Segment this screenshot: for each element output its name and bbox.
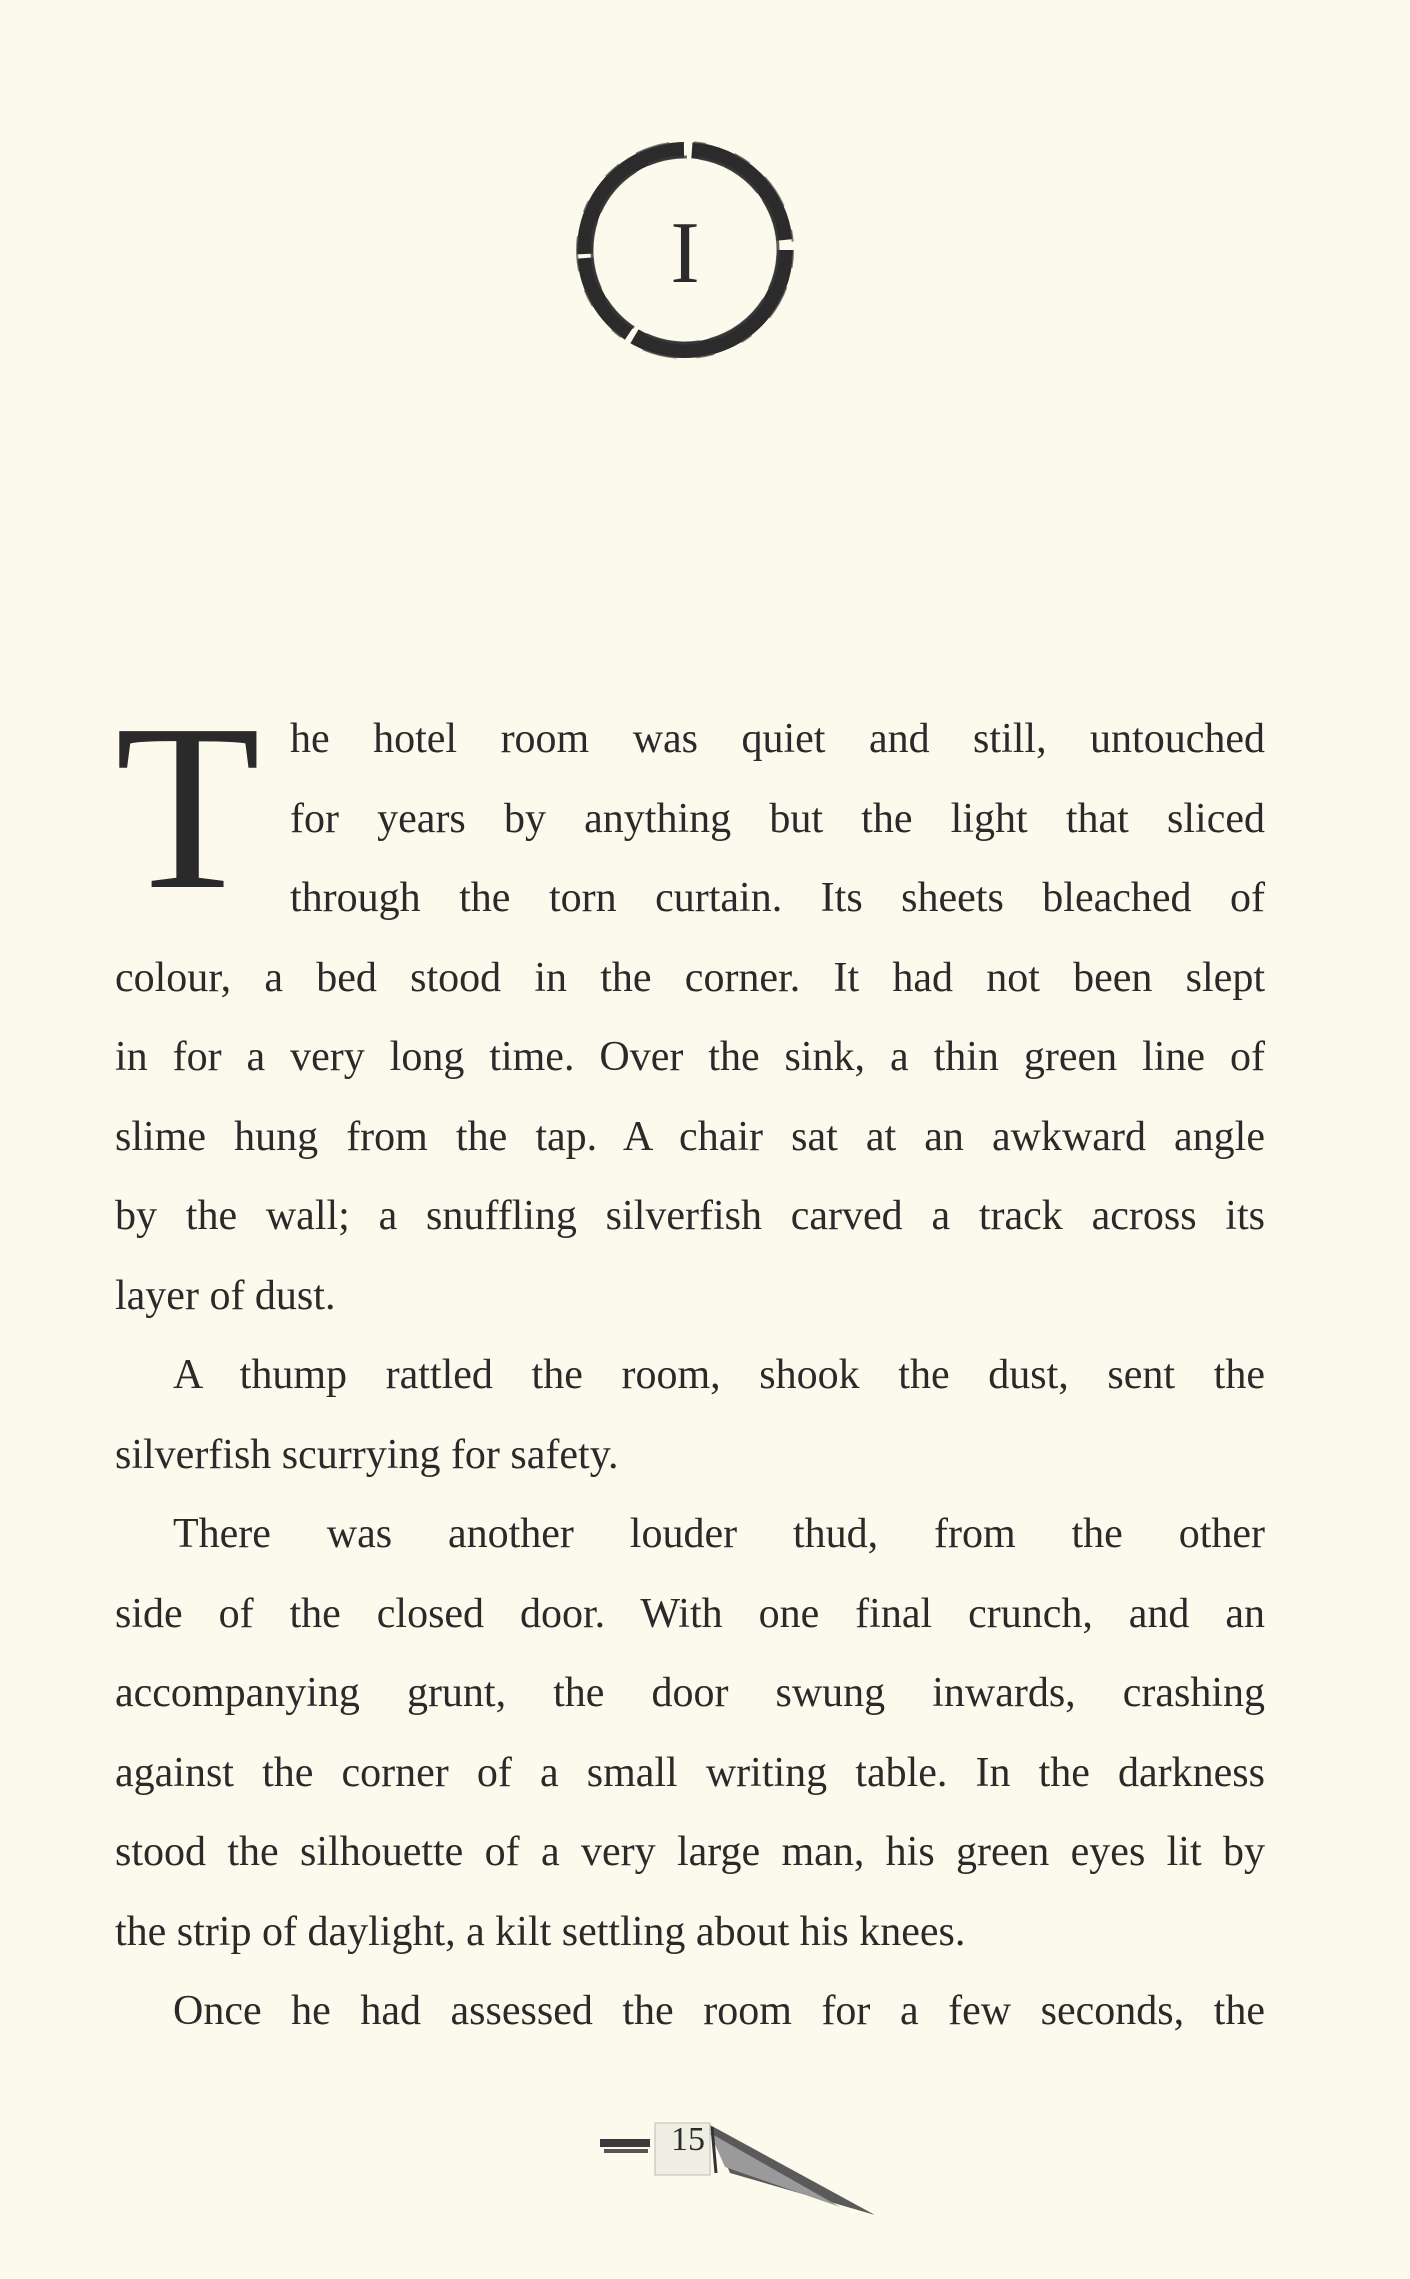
text-line: stood the silhouette of a very large man, his green eyes lit by	[115, 1829, 1265, 1875]
text-line: slime hung from the tap. A chair sat at an awkward angle	[115, 1113, 1265, 1160]
paragraph-1	[115, 676, 1265, 1336]
text-line: Once he had assessed the room for a few seconds, the	[173, 1988, 1265, 2034]
drop-cap: T	[115, 676, 261, 939]
pen-nib-icon	[600, 2115, 880, 2225]
body-text	[115, 676, 1265, 2052]
paragraph-3	[115, 1495, 1265, 1972]
text-line: in for a very long time. Over the sink, a thin green line of	[115, 1034, 1265, 1080]
text-line: against the corner of a small writing table. In the darkness	[115, 1749, 1265, 1796]
text-line: for years by anything but the light that sliced	[290, 795, 1265, 842]
chapter-number: I	[670, 204, 700, 302]
text-line: There was another louder thud, from the other	[173, 1511, 1265, 1557]
chapter-ornament	[565, 130, 805, 370]
text-line: he hotel room was quiet and still, untouched	[290, 716, 1265, 762]
page-folio	[600, 2115, 880, 2225]
text-line: colour, a bed stood in the corner. It had not been slept	[115, 954, 1265, 1001]
paragraph-4	[115, 1972, 1265, 2052]
text-line: accompanying grunt, the door swung inwards, crashing	[115, 1670, 1265, 1716]
text-line: side of the closed door. With one final crunch, and an	[115, 1590, 1265, 1637]
text-line: layer of dust.	[115, 1272, 336, 1319]
paragraph-2	[115, 1336, 1265, 1495]
text-line: the strip of daylight, a kilt settling about his knees.	[115, 1908, 966, 1955]
text-line: silverfish scurrying for safety.	[115, 1431, 619, 1478]
text-line: through the torn curtain. Its sheets bleached of	[290, 875, 1265, 921]
text-line: by the wall; a snuffling silverfish carved a track across its	[115, 1193, 1265, 1239]
text-line: A thump rattled the room, shook the dust, sent the	[173, 1352, 1265, 1398]
page-number: 15	[671, 2121, 705, 2158]
